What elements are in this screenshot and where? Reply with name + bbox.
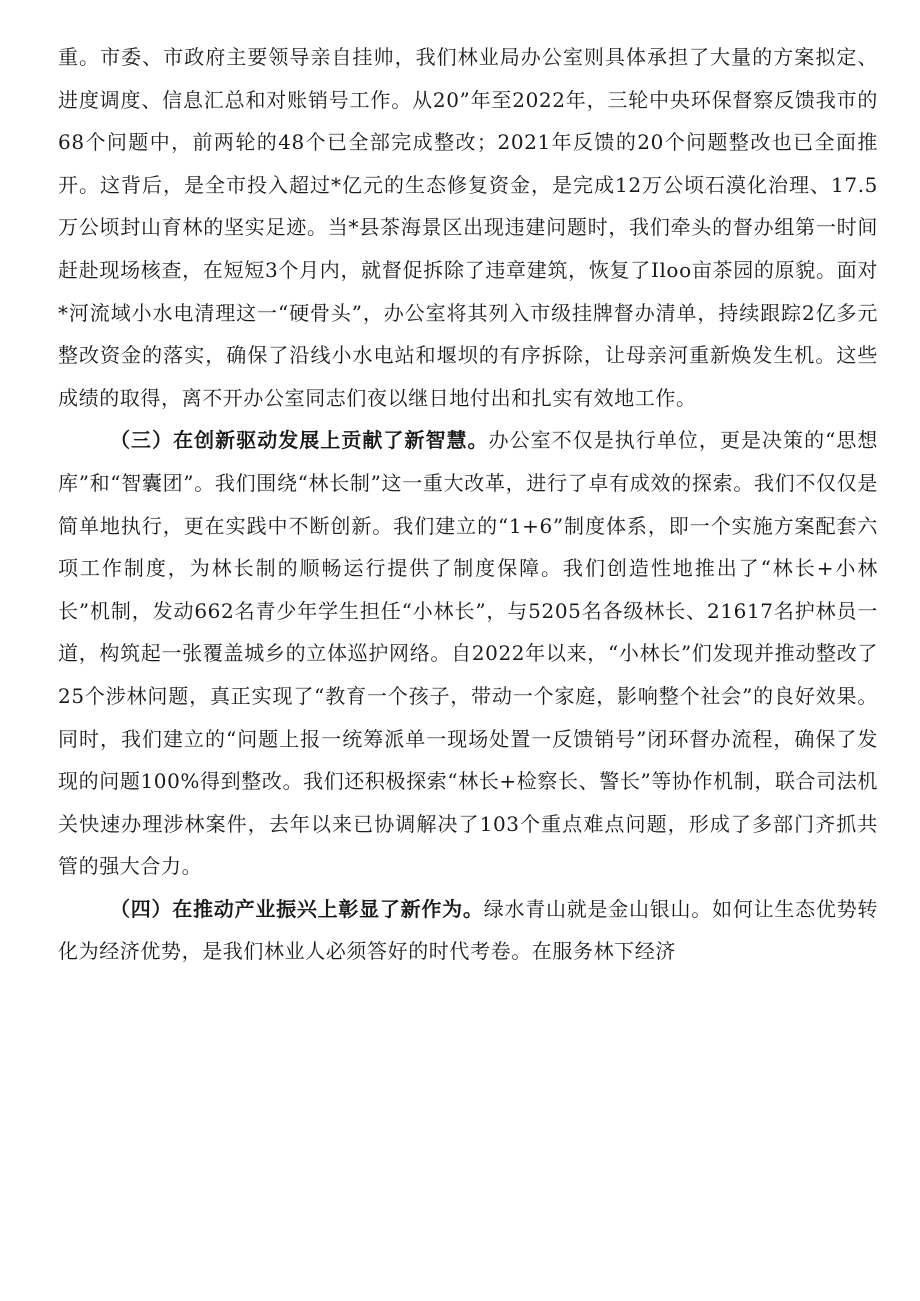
section-heading-innovation: （三）在创新驱动发展上贡献了新智慧。 (110, 428, 489, 453)
paragraph-continuation (58, 36, 878, 419)
paragraph-body: 绿水青山就是金山银山。如何让生态优势转化为经济优势，是我们林业人必须答好的时代考卷。在服务林下经济 (58, 896, 878, 964)
document-page (58, 36, 878, 973)
paragraph-body: 重。市委、市政府主要领导亲自挂帅，我们林业局办公室则具体承担了大量的方案拟定、进度调度、信息汇总和对账销号工作。从20”年至2022年，三轮中央环保督察反馈我市的68个问题中，前两轮的48个已全部完成整改；2021年反馈的20个问题整改也已全面推开。这背后，是全市投入超过*亿元的生态修复资金，是完成12万公顷石漠化治理、17.5万公顷封山育林的坚实足迹。当*县茶海景区出现违建问题时，我们牵头的督办组第一时间赶赴现场核查，在短短3个月内，就督促拆除了违章建筑，恢复了Iloo亩茶园的原貌。面对*河流域小水电清理这一“硬骨头”，办公室将其列入市级挂牌督办清单，持续跟踪2亿多元整改资金的落实，确保了沿线小水电站和堰坝的有序拆除，让母亲河重新焕发生机。这些成绩的取得，离不开办公室同志们夜以继日地付出和扎实有效地工作。 (58, 45, 878, 410)
paragraph-body: 办公室不仅是执行单位，更是决策的“思想库”和“智囊团”。我们围绕“林长制”这一重大改革，进行了卓有成效的探索。我们不仅仅是简单地执行，更在实践中不断创新。我们建立的“1+6”制度体系，即一个实施方案配套六项工作制度，为林长制的顺畅运行提供了制度保障。我们创造性地推出了“林长+小林长”机制，发动662名青少年学生担任“小林长”，与5205名各级林长、21617名护林员一道，构筑起一张覆盖城乡的立体巡护网络。自2022年以来，“小林长”们发现并推动整改了25个涉林问题，真正实现了“教育一个孩子，带动一个家庭，影响整个社会”的良好效果。同时，我们建立的“问题上报一统筹派单一现场处置一反馈销号”闭环督办流程，确保了发现的问题100%得到整改。我们还积极探索“林长+检察长、警长”等协作机制，联合司法机关快速办理涉林案件，去年以来已协调解决了103个重点难点问题，形成了多部门齐抓共管的强大合力。 (58, 428, 878, 879)
paragraph-industry (58, 888, 878, 973)
paragraph-innovation (58, 419, 878, 888)
section-heading-industry: （四）在推动产业振兴上彰显了新作为。 (110, 896, 484, 921)
